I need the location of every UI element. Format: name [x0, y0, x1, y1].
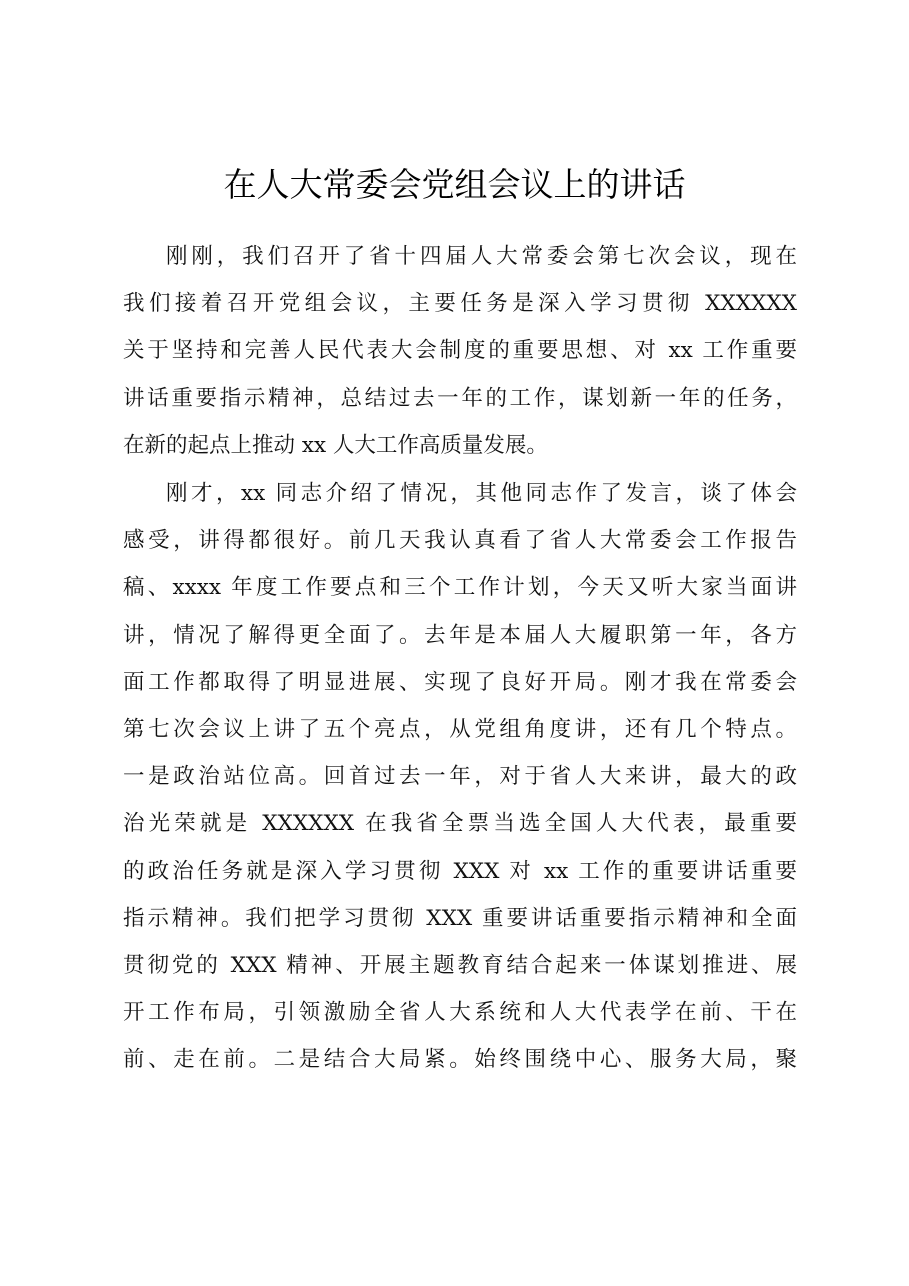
text-line: 的政治任务就是深入学习贯彻 XXX 对 xx 工作的重要讲话重要	[123, 858, 797, 884]
paragraph-1	[123, 233, 797, 469]
text-line: 面工作都取得了明显进展、实现了良好开局。刚才我在常委会	[123, 669, 797, 695]
text-line: 在新的起点上推动 xx 人大工作高质量发展。	[123, 432, 548, 458]
text-line: 一是政治站位高。回首过去一年，对于省人大来讲，最大的政	[123, 764, 797, 790]
document-title: 在人大常委会党组会议上的讲话	[223, 165, 686, 204]
text-line: 稿、xxxx 年度工作要点和三个工作计划，今天又听大家当面讲	[123, 575, 797, 601]
text-line: 指示精神。我们把学习贯彻 XXX 重要讲话重要指示精神和全面	[123, 905, 797, 931]
text-line: 感受，讲得都很好。前几天我认真看了省人大常委会工作报告	[123, 528, 797, 554]
text-line: 讲，情况了解得更全面了。去年是本届人大履职第一年，各方	[123, 622, 797, 648]
text-line: 开工作布局，引领激励全省人大系统和人大代表学在前、干在	[123, 1000, 797, 1026]
text-line: 关于坚持和完善人民代表大会制度的重要思想、对 xx 工作重要	[123, 338, 797, 364]
text-line: 贯彻党的 XXX 精神、开展主题教育结合起来一体谋划推进、展	[123, 952, 797, 978]
text-line: 刚才，xx 同志介绍了情况，其他同志作了发言，谈了体会	[166, 481, 797, 506]
text-line: 第七次会议上讲了五个亮点，从党组角度讲，还有几个特点。	[123, 716, 797, 742]
text-line: 讲话重要指示精神，总结过去一年的工作，谋划新一年的任务，	[123, 385, 797, 411]
paragraph-2	[123, 470, 797, 1083]
text-line: 治光荣就是 XXXXXX 在我省全票当选全国人大代表，最重要	[123, 811, 797, 837]
text-line: 刚刚，我们召开了省十四届人大常委会第七次会议，现在	[166, 244, 797, 269]
text-line: 前、走在前。二是结合大局紧。始终围绕中心、服务大局，聚	[123, 1047, 797, 1073]
text-line: 我们接着召开党组会议，主要任务是深入学习贯彻 XXXXXX	[123, 291, 797, 317]
